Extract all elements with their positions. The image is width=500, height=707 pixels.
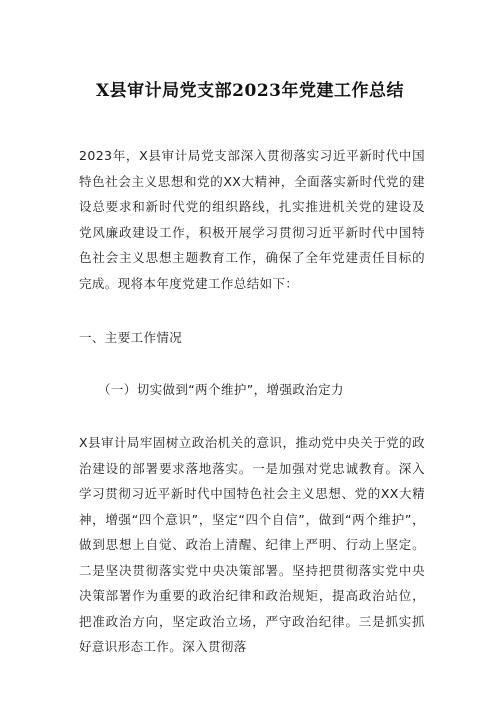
intro-paragraph: 2023年，X县审计局党支部深入贯彻落实习近平新时代中国特色社会主义思想和党的XX大精神，全面落实新时代党的建设总要求和新时代党的组织路线，扎实推进机关党的建设及党风廉政建设工作，积极开展学习贯彻习近平新时代中国特色社会主义思想主题教育工作，确保了全年党建责任目标的完成。现将本年度党建工作总结如下： bbox=[79, 148, 425, 291]
body-paragraph: X县审计局牢固树立政治机关的意识，推动党中央关于党的政治建设的部署要求落地落实。一是加强对党忠诚教育。深入学习贯彻习近平新时代中国特色社会主义思想、党的XX大精神，增强“四个意识”，坚定“四个自信”，做到“两个维护”，做到思想上自觉、政治上清醒、纪律上严明、行动上坚定。二是坚决贯彻落实党中央决策部署。坚持把贯彻落实党中央决策部署作为重要的政治纪律和政治规矩，提高政治站位，把准政治方向，坚定政治立场，严守政治纪律。三是抓实抓好意识形态工作。深入贯彻落 bbox=[79, 435, 425, 654]
subsection-heading: （一）切实做到“两个维护”，增强政治定力 bbox=[98, 382, 344, 397]
section-heading: 一、主要工作情况 bbox=[79, 330, 183, 345]
document-title: X县审计局党支部2023年党建工作总结 bbox=[95, 81, 404, 101]
